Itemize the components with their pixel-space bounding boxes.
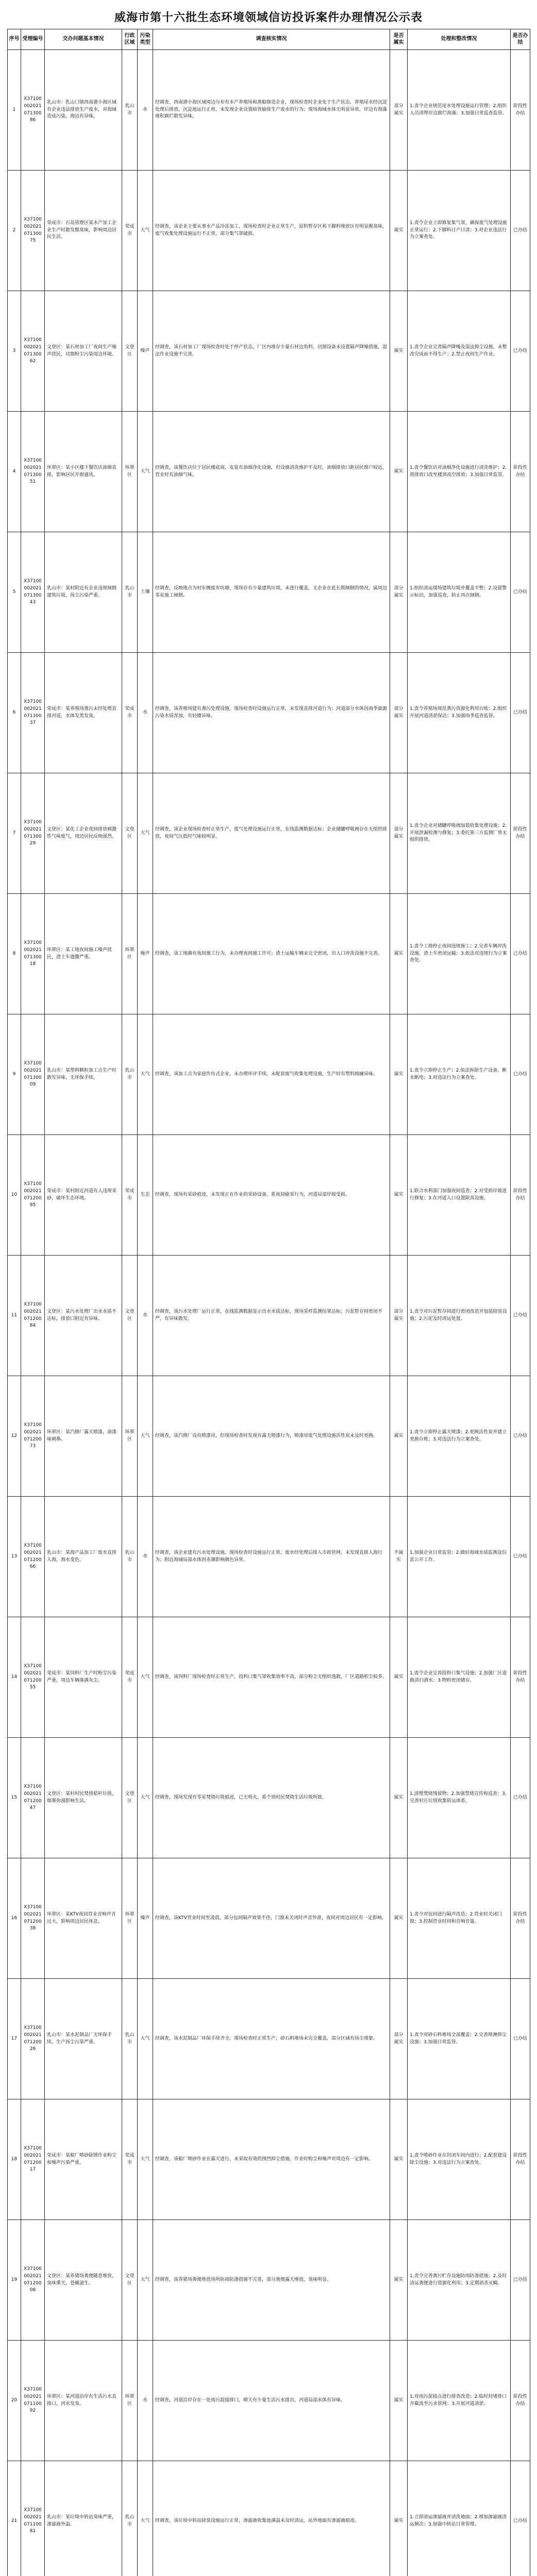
rectification-cell: 1.清理焚烧残留物；2.加强禁烧宣传和巡查；3.完善村庄垃圾收集转运体系。 (408, 1738, 511, 1858)
rectification-cell: 1.对雨污混接点进行排查改造；2.临时封堵排口并截流至污水管网；3.开展河道清淤。 (408, 2341, 511, 2461)
case-code-cell: X3710000202107120026 (21, 1979, 45, 2099)
district-cell: 环翠区 (122, 894, 138, 1014)
investigation-cell: 经调查，该企业主要从事水产品冷冻加工，现场检查时企业正常生产，原料暂存区和下脚料堆放区有明显腥臭味，废气收集处理设施运行不正常，部分集气罩破损。 (153, 171, 390, 291)
closed-cell: 已办结 (511, 2461, 530, 2576)
case-code-cell: X3710000202107130018 (21, 894, 45, 1014)
column-header: 序号 (8, 29, 21, 50)
column-header: 是否办结 (511, 29, 530, 50)
closed-cell: 已办结 (511, 894, 530, 1014)
district-cell: 环翠区 (122, 1376, 138, 1497)
verified-cell: 属实 (390, 412, 408, 532)
case-code-cell: X3710000202107130062 (21, 291, 45, 412)
case-code-cell: X3710000202107130051 (21, 412, 45, 532)
investigation-cell: 经调查，该加工点为家庭作坊式企业，未办理环评手续，未配套废气收集处理设施，生产时有塑料熔融异味。 (153, 1014, 390, 1135)
case-code-cell: X3710000202107120008 (21, 2220, 45, 2341)
row-index-cell: 13 (8, 1497, 21, 1617)
column-header: 受理编号 (21, 29, 45, 50)
investigation-cell: 经调查，现场发现有零星焚烧垃圾痕迹，已无明火，系个别村民焚烧生活垃圾所致。 (153, 1738, 390, 1858)
district-cell: 环翠区 (122, 2341, 138, 2461)
closed-cell: 阶段性办结 (511, 50, 530, 171)
problem-cell: 荣成市：某船厂喷砂除锈作业粉尘和噪声污染严重。 (45, 2099, 122, 2220)
column-header: 处理和整改情况 (408, 29, 511, 50)
closed-cell: 已办结 (511, 1497, 530, 1617)
table-row (8, 1497, 530, 1617)
problem-cell: 文登区：某村村民焚烧秸秆垃圾，烟雾弥漫影响生活。 (45, 1738, 122, 1858)
pollution-type-cell: 大气 (138, 1376, 153, 1497)
problem-cell: 乳山市：某村附近有企业违规倾倒建筑垃圾，扬尘污染严重。 (45, 532, 122, 653)
investigation-cell: 经调查，西南港小海区域周边分布有水产养殖场和渔船修造企业，现场检查时企业处于生产状态，养殖尾水经沉淀处理后排放，沉淀池运行正常，未发现企业设置暗管偷排生产废水的行为；现场海域水体无明显异常，岸边有海藻堆积腐烂散发异味。 (153, 50, 390, 171)
rectification-cell: 1.责令企业立即修复集气罩，确保废气处理设施正常运行；2.下脚料日产日清；3.对企业违法行为立案查处。 (408, 171, 511, 291)
problem-cell: 荣成市：某饲料厂生产时粉尘污染严重，周边车辆落满灰尘。 (45, 1617, 122, 1738)
rectification-cell: 1.责令企业完善投料口集气设施；2.加强厂区道路清扫洒水；3.物料密闭储存。 (408, 1617, 511, 1738)
verified-cell: 部分属实 (390, 50, 408, 171)
pollution-type-cell: 水 (138, 2341, 153, 2461)
case-code-cell: X3710000202107120055 (21, 1617, 45, 1738)
district-cell: 环翠区 (122, 1858, 138, 1979)
verified-cell: 部分属实 (390, 653, 408, 773)
investigation-cell: 经调查，该企业建有污水处理设施，现场检查时设施运行正常，废水经处理后排入市政管网，未发现直排入海行为；附近海域局部水体因赤潮影响颜色异常。 (153, 1497, 390, 1617)
pollution-type-cell: 大气 (138, 2220, 153, 2341)
pollution-type-cell: 噪声 (138, 1858, 153, 1979)
verified-cell: 属实 (390, 1014, 408, 1135)
case-code-cell: X3710000202107120038 (21, 1858, 45, 1979)
investigation-cell: 经调查，该KTV营业时间至凌晨，部分包间隔声效果不佳，门窗未关闭时声音外泄，夜间对周边居民有一定影响。 (153, 1858, 390, 1979)
problem-cell: 文登区：某石材加工厂夜间生产噪声扰民，切割粉尘污染周边环境。 (45, 291, 122, 412)
verified-cell: 属实 (390, 1135, 408, 1256)
closed-cell: 阶段性办结 (511, 2099, 530, 2220)
verified-cell: 属实 (390, 1858, 408, 1979)
row-index-cell: 12 (8, 1376, 21, 1497)
table-row (8, 894, 530, 1014)
problem-cell: 环翠区：某工地夜间施工噪声扰民，渣土车遗撒严重。 (45, 894, 122, 1014)
row-index-cell: 21 (8, 2461, 21, 2576)
table-row (8, 1135, 530, 1256)
case-code-cell: X3710000202107130086 (21, 50, 45, 171)
district-cell: 文登区 (122, 2220, 138, 2341)
problem-cell: 乳山市：某水泥制品厂无环保手续，生产扬尘污染严重。 (45, 1979, 122, 2099)
investigation-cell: 经调查，该船厂喷砂作业在露天进行，未采取有效的围挡抑尘措施，作业时粉尘和噪声对周边有一定影响。 (153, 2099, 390, 2220)
case-code-cell: X3710000202107110081 (21, 2461, 45, 2576)
table-row (8, 1617, 530, 1738)
verified-cell: 部分属实 (390, 1256, 408, 1376)
investigation-cell: 经调查，该饲料厂现场检查时正常生产，投料口集气罩收集效率不高，部分粉尘无组织逸散，厂区道路积尘较多。 (153, 1617, 390, 1738)
row-index-cell: 8 (8, 894, 21, 1014)
pollution-type-cell: 水 (138, 1497, 153, 1617)
table-row (8, 412, 530, 532)
problem-cell: 荣成市：某村附近河道有人违规采砂，破坏生态环境。 (45, 1135, 122, 1256)
pollution-type-cell: 水 (138, 653, 153, 773)
district-cell: 乳山市 (122, 1497, 138, 1617)
problem-cell: 乳山市：某海产品加工厂废水直排入海，海水变色。 (45, 1497, 122, 1617)
district-cell: 乳山市 (122, 50, 138, 171)
problem-cell: 环翠区：某汽修厂露天喷漆，油漆味刺鼻。 (45, 1376, 122, 1497)
pollution-type-cell: 大气 (138, 773, 153, 894)
table-row (8, 773, 530, 894)
investigation-cell: 经调查，反映地点为村东侧废弃坑塘，现场存有少量建筑垃圾，未进行覆盖，无企业在此长期倾倒的情况，属周边零星施工倾倒。 (153, 532, 390, 653)
problem-cell: 乳山市：某垃圾中转站臭味严重，渗滤液外溢。 (45, 2461, 122, 2576)
closed-cell: 阶段性办结 (511, 412, 530, 532)
rectification-cell: 1.责令企业规范尾水处理设施运行管理；2.组织人员清理岸边腐烂海藻；3.加强日常巡查监管。 (408, 50, 511, 171)
investigation-cell: 经调查，该工地确有夜间施工行为，未办理夜间施工许可；渣土运输车辆未完全密闭，出入口冲洗设施不完善。 (153, 894, 390, 1014)
rectification-cell: 1.责令立即停止生产；2.依法拆除生产设备，断水断电；3.对违法行为立案查处。 (408, 1014, 511, 1135)
rectification-cell: 1.责令企业对储罐呼吸阀加装收集处理设施；2.开展泄漏检测与修复；3.委托第三方监测厂界无组织排放。 (408, 773, 511, 894)
column-header: 交办问题基本情况 (45, 29, 122, 50)
investigation-cell: 经调查，该养猪场粪便堆放场所防雨防渗措施不完善，部分粪便露天堆放，臭味明显。 (153, 2220, 390, 2341)
row-index-cell: 14 (8, 1617, 21, 1738)
column-header: 调查核实情况 (153, 29, 390, 50)
row-index-cell: 11 (8, 1256, 21, 1376)
rectification-cell: 1.责令完善粪污贮存设施防雨防渗措施；2.及时清运粪便进行资源化利用；3.定期消杀灭蝇。 (408, 2220, 511, 2341)
closed-cell: 阶段性办结 (511, 1617, 530, 1738)
verified-cell: 属实 (390, 894, 408, 1014)
pollution-type-cell: 水 (138, 1256, 153, 1376)
pollution-type-cell: 大气 (138, 412, 153, 532)
investigation-cell: 经调查，河道沿岸存在一处雨污混接排口，晴天有少量生活污水排出，河道局部水体有异味。 (153, 2341, 390, 2461)
row-index-cell: 7 (8, 773, 21, 894)
pollution-type-cell: 大气 (138, 1738, 153, 1858)
case-code-cell: X3710000202107120066 (21, 1497, 45, 1617)
row-index-cell: 18 (8, 2099, 21, 2220)
closed-cell: 阶段性办结 (511, 2341, 530, 2461)
table-body (8, 50, 530, 2576)
table-row (8, 50, 530, 171)
table-row (8, 1014, 530, 1135)
closed-cell: 已办结 (511, 171, 530, 291)
closed-cell: 阶段性办结 (511, 773, 530, 894)
table-row (8, 1858, 530, 1979)
pollution-type-cell: 噪声 (138, 894, 153, 1014)
closed-cell: 已办结 (511, 653, 530, 773)
investigation-cell: 经调查，该石材加工厂现场检查时处于停产状态，厂区内堆存少量石材边角料，切割设备未设置隔声降噪措施，湿法作业设施不完善。 (153, 291, 390, 412)
pollution-type-cell: 大气 (138, 1617, 153, 1738)
verified-cell: 部分属实 (390, 1979, 408, 2099)
case-code-cell: X3710000202107120084 (21, 1256, 45, 1376)
table-row (8, 291, 530, 412)
row-index-cell: 20 (8, 2341, 21, 2461)
problem-cell: 环翠区：某小区楼下餐饮店油烟直排，影响居民开窗通风。 (45, 412, 122, 532)
pollution-type-cell: 大气 (138, 171, 153, 291)
investigation-cell: 经调查，该污水处理厂运行正常，在线监测数据显示出水水质达标，现场采样监测结果达标；污泥暂存间密闭不严，有异味散发。 (153, 1256, 390, 1376)
case-code-cell: X3710000202107130009 (21, 1014, 45, 1135)
verified-cell: 部分属实 (390, 532, 408, 653)
problem-cell: 荣成市：某养殖场粪污未经处理直排河道，水体发黑发臭。 (45, 653, 122, 773)
column-header: 行政区域 (122, 29, 138, 50)
closed-cell: 已办结 (511, 1014, 530, 1135)
row-index-cell: 5 (8, 532, 21, 653)
district-cell: 乳山市 (122, 532, 138, 653)
case-code-cell: X3710000202107130037 (21, 653, 45, 773)
rectification-cell: 1.责令对污泥暂存间进行密闭改造并加装除臭设施；2.污泥及时清运处置。 (408, 1256, 511, 1376)
row-index-cell: 4 (8, 412, 21, 532)
rectification-cell: 1.责令对砂石料堆场全部覆盖；2.完善喷淋抑尘设施；3.加强日常监管。 (408, 1979, 511, 2099)
closed-cell: 已办结 (511, 291, 530, 412)
district-cell: 文登区 (122, 773, 138, 894)
verified-cell: 不属实 (390, 1497, 408, 1617)
investigation-cell: 经调查，该汽修厂设有喷漆房，但现场检查时发现有露天喷漆行为，喷漆房废气处理设施活性炭未及时更换。 (153, 1376, 390, 1497)
table-row (8, 2220, 530, 2341)
closed-cell: 已办结 (511, 1256, 530, 1376)
district-cell: 乳山市 (122, 2461, 138, 2576)
verified-cell: 部分属实 (390, 773, 408, 894)
verified-cell: 属实 (390, 291, 408, 412)
case-code-cell: X3710000202107120073 (21, 1376, 45, 1497)
row-index-cell: 1 (8, 50, 21, 171)
verified-cell: 属实 (390, 1617, 408, 1738)
petition-table (7, 29, 530, 2576)
pollution-type-cell: 生态 (138, 1135, 153, 1256)
rectification-cell: 1.责令喷砂作业在封闭车间内进行；2.配套建设除尘设施；3.对违法行为立案查处。 (408, 2099, 511, 2220)
pollution-type-cell: 大气 (138, 1979, 153, 2099)
problem-cell: 荣成市：石岛管理区某水产加工企业生产时散发腥臭味，影响周边居民生活。 (45, 171, 122, 291)
closed-cell: 已办结 (511, 1738, 530, 1858)
table-header-row (8, 29, 530, 50)
row-index-cell: 3 (8, 291, 21, 412)
table-row (8, 2461, 530, 2576)
district-cell: 环翠区 (122, 412, 138, 532)
row-index-cell: 10 (8, 1135, 21, 1256)
table-row (8, 2099, 530, 2220)
problem-cell: 乳山市：乳山口镇西南港小海区域有企业违法排放生产废水，对海域造成污染，海边有异味。 (45, 50, 122, 171)
pollution-type-cell: 噪声 (138, 291, 153, 412)
investigation-cell: 经调查，该水泥制品厂环保手续齐全，现场检查时正常生产，砂石料堆场未完全覆盖，部分区域有扬尘现象。 (153, 1979, 390, 2099)
problem-cell: 文登区：某化工企业夜间排放刺激性气味废气，周边居民反映强烈。 (45, 773, 122, 894)
case-code-cell: X3710000202107110092 (21, 2341, 45, 2461)
page-title: 威海市第十六批生态环境领域信访投诉案件办理情况公示表 (114, 11, 423, 24)
pollution-type-cell: 土壤 (138, 532, 153, 653)
district-cell: 荣成市 (122, 2099, 138, 2220)
table-row (8, 171, 530, 291)
case-code-cell: X3710000202107120047 (21, 1738, 45, 1858)
problem-cell: 环翠区：某KTV夜间营业音响声音过大，影响周边居民休息。 (45, 1858, 122, 1979)
verified-cell: 属实 (390, 171, 408, 291)
table-row (8, 1256, 530, 1376)
rectification-cell: 1.加强企业日常监管；2.做好海域水质监测及信息公开工作。 (408, 1497, 511, 1617)
rectification-cell: 1.责令立即停止露天喷漆；2.更换活性炭并建立更换台账；3.对违法行为立案查处。 (408, 1376, 511, 1497)
row-index-cell: 2 (8, 171, 21, 291)
row-index-cell: 6 (8, 653, 21, 773)
verified-cell: 属实 (390, 2099, 408, 2220)
problem-cell: 文登区：某污水处理厂出水水质不达标，排放口附近有异味。 (45, 1256, 122, 1376)
closed-cell: 已办结 (511, 1376, 530, 1497)
rectification-cell: 1.责令企业完善隔声降噪及湿法抑尘设施，未整改完成前不得生产；2.禁止夜间生产作业。 (408, 291, 511, 412)
verified-cell: 属实 (390, 1738, 408, 1858)
table-row (8, 1979, 530, 2099)
investigation-cell: 经调查，该垃圾中转站除臭设施运行正常，渗滤液收集池满溢未及时清运，站外地面有渗滤液痕迹。 (153, 2461, 390, 2576)
district-cell: 荣成市 (122, 653, 138, 773)
pollution-type-cell: 大气 (138, 2461, 153, 2576)
closed-cell: 已办结 (511, 532, 530, 653)
table-row (8, 532, 530, 653)
verified-cell: 属实 (390, 1376, 408, 1497)
district-cell: 荣成市 (122, 1135, 138, 1256)
district-cell: 荣成市 (122, 1617, 138, 1738)
district-cell: 荣成市 (122, 171, 138, 291)
problem-cell: 文登区：某养猪场粪便随意堆放，臭味熏天，苍蝇滋生。 (45, 2220, 122, 2341)
district-cell: 文登区 (122, 1256, 138, 1376)
pollution-type-cell: 大气 (138, 1014, 153, 1135)
district-cell: 乳山市 (122, 1979, 138, 2099)
district-cell: 文登区 (122, 291, 138, 412)
case-code-cell: X3710000202107130075 (21, 171, 45, 291)
table-row (8, 653, 530, 773)
investigation-cell: 经调查，该餐饮店位于居民楼底商，安装有油烟净化设施，但设施清洗维护不及时，油烟排放口距居民窗户较近，营业时有油烟气味。 (153, 412, 390, 532)
district-cell: 乳山市 (122, 1014, 138, 1135)
case-code-cell: X3710000202107120095 (21, 1135, 45, 1256)
rectification-cell: 1.责令工地停止夜间违规施工；2.完善车辆冲洗设施，渣土车密闭运输；3.依法对违规行为立案查处。 (408, 894, 511, 1014)
column-header: 是否属实 (390, 29, 408, 50)
table-row (8, 1376, 530, 1497)
problem-cell: 乳山市：某塑料颗粒加工点生产时散发异味，无环保手续。 (45, 1014, 122, 1135)
row-index-cell: 19 (8, 2220, 21, 2341)
column-header: 污染类型 (138, 29, 153, 50)
district-cell: 文登区 (122, 1738, 138, 1858)
verified-cell: 属实 (390, 2341, 408, 2461)
investigation-cell: 经调查，现场有采砂痕迹，未发现正在作业的采砂设备，系夜间偷采行为，河道局部岸坡受损。 (153, 1135, 390, 1256)
closed-cell: 阶段性办结 (511, 1135, 530, 1256)
table-row (8, 1738, 530, 1858)
closed-cell: 阶段性办结 (511, 1858, 530, 1979)
row-index-cell: 17 (8, 1979, 21, 2099)
rectification-cell: 1.组织清运现场建筑垃圾并覆盖平整；2.设置警示标识，加强巡查，防止再次倾倒。 (408, 532, 511, 653)
closed-cell: 已办结 (511, 2220, 530, 2341)
closed-cell: 已办结 (511, 1979, 530, 2099)
rectification-cell: 1.立即清运渗滤液并清洗地面；2.增加渗滤液清运频次；3.加强中转站日常管理。 (408, 2461, 511, 2576)
row-index-cell: 15 (8, 1738, 21, 1858)
rectification-cell: 1.责令对包间进行隔声改造；2.营业时关闭门窗；3.控制营业时间和音响音量。 (408, 1858, 511, 1979)
case-code-cell: X3710000202107130043 (21, 532, 45, 653)
case-code-cell: X3710000202107120017 (21, 2099, 45, 2220)
verified-cell: 属实 (390, 2461, 408, 2576)
pollution-type-cell: 水 (138, 50, 153, 171)
row-index-cell: 16 (8, 1858, 21, 1979)
pollution-type-cell: 大气 (138, 2099, 153, 2220)
table-row (8, 2341, 530, 2461)
row-index-cell: 9 (8, 1014, 21, 1135)
case-code-cell: X3710000202107130029 (21, 773, 45, 894)
problem-cell: 环翠区：某河道沿岸有生活污水直排口，河水发臭。 (45, 2341, 122, 2461)
rectification-cell: 1.联合水利部门加强夜间巡查；2.对受损岸坡进行修复；3.在河道入口设置限高设施。 (408, 1135, 511, 1256)
rectification-cell: 1.责令餐饮店对油烟净化设施进行清洗维护；2.将排放口改至楼顶高空排放；3.加强日常监管。 (408, 412, 511, 532)
investigation-cell: 经调查，该养殖场建有粪污处理设施，现场检查时设施运行正常，未发现直排河道行为；河道部分水体因雨季面源污染水质浑浊，有轻微异味。 (153, 653, 390, 773)
verified-cell: 属实 (390, 2220, 408, 2341)
rectification-cell: 1.责令养殖场规范粪污资源化利用台账；2.组织开展河道清淤保洁；3.加强雨季巡查监管。 (408, 653, 511, 773)
investigation-cell: 经调查，该企业现场检查时正常生产，废气处理设施运行正常，在线监测数据达标；企业储罐呼吸阀存在无组织排放，夜间气压低时气味较明显。 (153, 773, 390, 894)
